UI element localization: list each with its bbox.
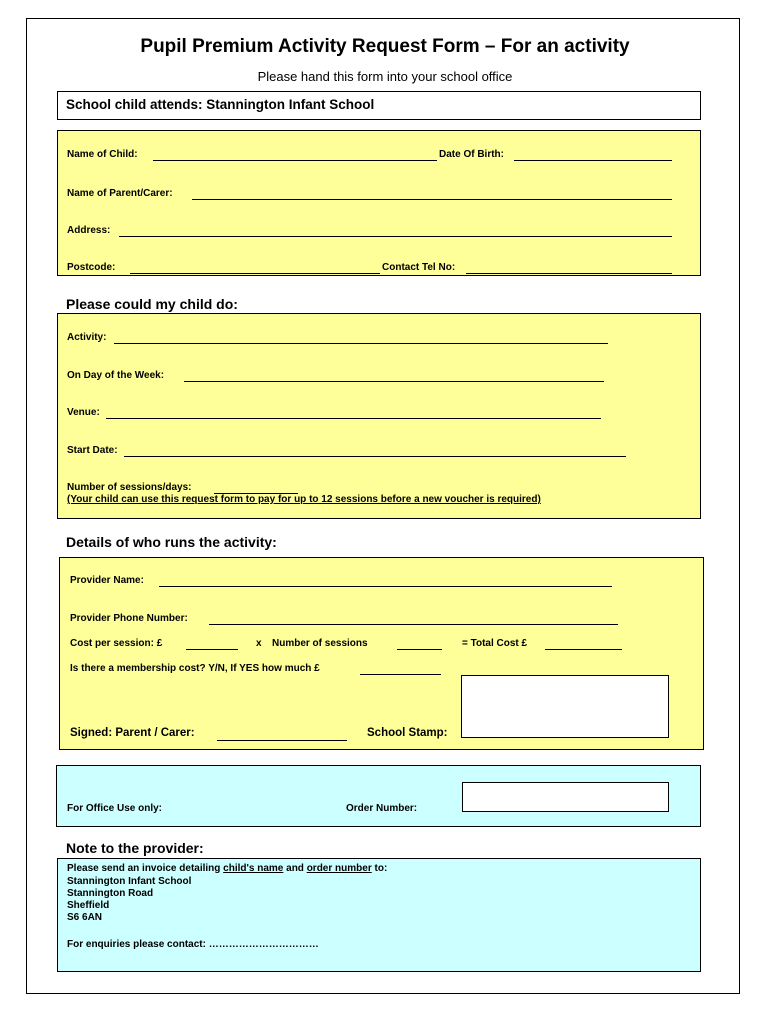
activity-field[interactable] (114, 343, 608, 344)
number-of-sessions-label: Number of sessions (272, 638, 368, 649)
contact-tel-label: Contact Tel No: (382, 262, 456, 273)
cost-per-session-field[interactable] (186, 649, 238, 650)
note-address-line: Sheffield (67, 900, 110, 911)
dob-label: Date Of Birth: (439, 149, 504, 160)
postcode-label: Postcode: (67, 262, 116, 273)
form-title: Pupil Premium Activity Request Form – For an activity (140, 36, 630, 57)
order-number-label: Order Number: (346, 803, 418, 814)
parent-name-label: Name of Parent/Carer: (67, 188, 173, 199)
note-enquiries: For enquiries please contact: …………………………… (67, 939, 319, 950)
provider-section-heading: Details of who runs the activity: (66, 534, 277, 550)
note-address-block (67, 876, 191, 924)
times-symbol: x (256, 638, 262, 649)
school-stamp-label: School Stamp: (367, 727, 448, 739)
signed-parent-field[interactable] (217, 740, 347, 741)
school-stamp-box (461, 675, 669, 738)
venue-label: Venue: (67, 407, 100, 418)
sessions-note: (Your child can use this request form to pay for up to 12 sessions before a new voucher is required) (67, 494, 541, 505)
provider-name-field[interactable] (159, 586, 612, 587)
parent-name-field[interactable] (192, 199, 672, 200)
school-attended-box: School child attends: Stannington Infant School (57, 91, 701, 120)
total-cost-field[interactable] (545, 649, 622, 650)
contact-tel-field[interactable] (466, 273, 672, 274)
note-and: and (286, 863, 304, 874)
note-order-number: order number (306, 863, 372, 874)
provider-phone-field[interactable] (209, 624, 618, 625)
note-invoice-pre: Please send an invoice detailing (67, 863, 221, 874)
provider-phone-label: Provider Phone Number: (70, 613, 188, 624)
start-date-field[interactable] (124, 456, 626, 457)
venue-field[interactable] (106, 418, 601, 419)
sessions-label: Number of sessions/days: (67, 482, 192, 493)
address-field[interactable] (119, 236, 672, 237)
number-of-sessions-field[interactable] (397, 649, 442, 650)
start-date-label: Start Date: (67, 445, 118, 456)
note-childs-name: child's name (223, 863, 284, 874)
note-invoice-line (67, 863, 387, 875)
activity-section-heading: Please could my child do: (66, 296, 238, 312)
day-of-week-label: On Day of the Week: (67, 370, 165, 381)
note-address-line: Stannington Road (67, 888, 154, 899)
note-section-heading: Note to the provider: (66, 840, 204, 856)
note-address-line: Stannington Infant School (67, 876, 192, 887)
cost-per-session-label: Cost per session: £ (70, 638, 163, 649)
postcode-field[interactable] (130, 273, 380, 274)
order-number-box[interactable] (462, 782, 669, 812)
form-subtitle: Please hand this form into your school office (257, 69, 513, 84)
child-name-label: Name of Child: (67, 149, 138, 160)
office-use-label: For Office Use only: (67, 803, 163, 814)
activity-label: Activity: (67, 332, 107, 343)
note-address-line: S6 6AN (67, 912, 103, 923)
day-of-week-field[interactable] (184, 381, 604, 382)
membership-cost-field[interactable] (360, 674, 441, 675)
signed-parent-label: Signed: Parent / Carer: (70, 727, 195, 739)
dob-field[interactable] (514, 160, 672, 161)
child-name-field[interactable] (153, 160, 437, 161)
total-cost-label: = Total Cost £ (462, 638, 528, 649)
child-details-panel (57, 130, 701, 276)
membership-cost-label: Is there a membership cost? Y/N, If YES how much £ (70, 663, 320, 674)
provider-name-label: Provider Name: (70, 575, 144, 586)
address-label: Address: (67, 225, 111, 236)
note-to: to: (374, 863, 388, 874)
